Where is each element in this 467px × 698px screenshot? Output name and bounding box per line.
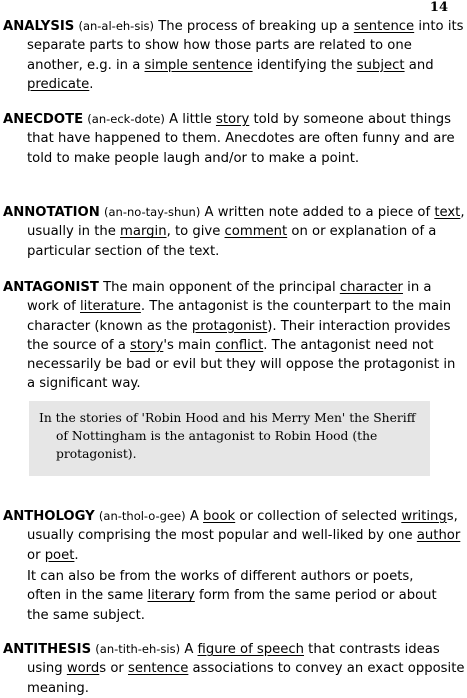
definition-text: that contrasts ideas using (27, 642, 440, 677)
definition-text: , to give (166, 224, 225, 240)
definition-text: A little (169, 112, 216, 127)
link-figure-of-speech[interactable]: figure of speech (197, 642, 304, 657)
link-predicate[interactable]: predicate (27, 76, 90, 92)
term: ANNOTATION (3, 205, 100, 220)
page-number: 14 (429, 0, 448, 15)
definition-text: associations to convey an exact opposite meaning. (27, 661, 465, 696)
definition-text: A (184, 642, 198, 657)
definition-text: into its separate parts to show how those parts are related to one another, e.g. in a (27, 19, 464, 73)
link-protagonist[interactable]: protagonist (191, 318, 268, 334)
definition-text: identifying the (252, 57, 357, 73)
term: ANTHOLOGY (3, 509, 95, 524)
link-story[interactable]: story (215, 112, 250, 127)
definition-text: s, usually comprising the most popular and well-liked by one (27, 509, 458, 544)
definition-text: A (189, 509, 204, 524)
entry-antagonist (3, 278, 467, 394)
link-margin[interactable]: margin (120, 224, 167, 240)
definition-text: or (27, 547, 45, 563)
definition-text: ). Their interaction provides the source of a (27, 318, 451, 353)
link-word[interactable]: word (66, 661, 100, 677)
entry-analysis (3, 17, 467, 94)
link-book[interactable]: book (203, 509, 236, 524)
definition-text: . The antagonist is the counterpart to the main character (known as the (27, 299, 452, 334)
definition-text: or collection of selected (235, 509, 402, 524)
pronunciation: (an-tith-eh-sis) (95, 642, 181, 656)
link-literature[interactable]: literature (80, 299, 141, 315)
pronunciation: (an-al-eh-sis) (78, 19, 154, 33)
example-text: In the stories of 'Robin Hood and his Merry Men' the Sheriff of Nottingham is the antagonist to Robin Hood (the protagonist). (39, 411, 416, 461)
anthology-second-paragraph (27, 567, 443, 625)
definition-text: s or (99, 661, 128, 677)
link-story[interactable]: story (130, 337, 164, 353)
definition-text: 's main (163, 337, 216, 353)
example-box (29, 401, 430, 476)
link-poet[interactable]: poet (44, 547, 75, 563)
link-comment[interactable]: comment (224, 224, 288, 240)
definition-text: in a work of (27, 280, 432, 315)
definition-text: and (404, 57, 434, 73)
term: ANECDOTE (3, 112, 84, 127)
entry-antithesis (3, 640, 467, 698)
link-sentence[interactable]: sentence (353, 19, 415, 34)
definition-text: It can also be from the works of different authors or poets, often in the same (27, 569, 414, 604)
link-text[interactable]: text (434, 205, 461, 220)
term: ANTITHESIS (3, 642, 92, 657)
entry-anecdote (3, 110, 467, 168)
entry-annotation (3, 203, 467, 261)
definition-text: The process of breaking up a (158, 19, 354, 34)
term: ANTAGONIST (3, 280, 99, 295)
link-writing[interactable]: writing (401, 509, 447, 524)
entry-anthology (3, 507, 467, 565)
pronunciation: (an-thol-o-gee) (98, 509, 186, 523)
definition-text: A written note added to a piece of (204, 205, 435, 220)
term: ANALYSIS (3, 19, 75, 34)
definition-text: . The antagonist need not necessarily be bad or evil but they will oppose the protagonist in a significant way. (27, 337, 456, 392)
definition-text: The main opponent of the principal (103, 280, 340, 295)
link-subject[interactable]: subject (356, 57, 405, 73)
pronunciation: (an-eck-dote) (87, 112, 165, 126)
link-sentence[interactable]: sentence (128, 661, 189, 677)
link-literary[interactable]: literary (147, 588, 195, 604)
link-character[interactable]: character (339, 280, 403, 295)
link-simple-sentence[interactable]: simple sentence (144, 57, 253, 73)
link-author[interactable]: author (416, 528, 461, 544)
definition-text: , usually in the (27, 205, 465, 240)
definition-text: . (89, 76, 94, 92)
definition-text: on or explanation of a particular section of the text. (27, 224, 437, 259)
pronunciation: (an-no-tay-shun) (104, 205, 201, 219)
definition-text: told by someone about things that have happened to them. Anecdotes are often funny and are told to make people laugh and/or to make a point. (27, 112, 455, 166)
definition-text: . (74, 547, 79, 563)
link-conflict[interactable]: conflict (215, 337, 264, 353)
definition-text: form from the same period or about the same subject. (27, 588, 437, 623)
